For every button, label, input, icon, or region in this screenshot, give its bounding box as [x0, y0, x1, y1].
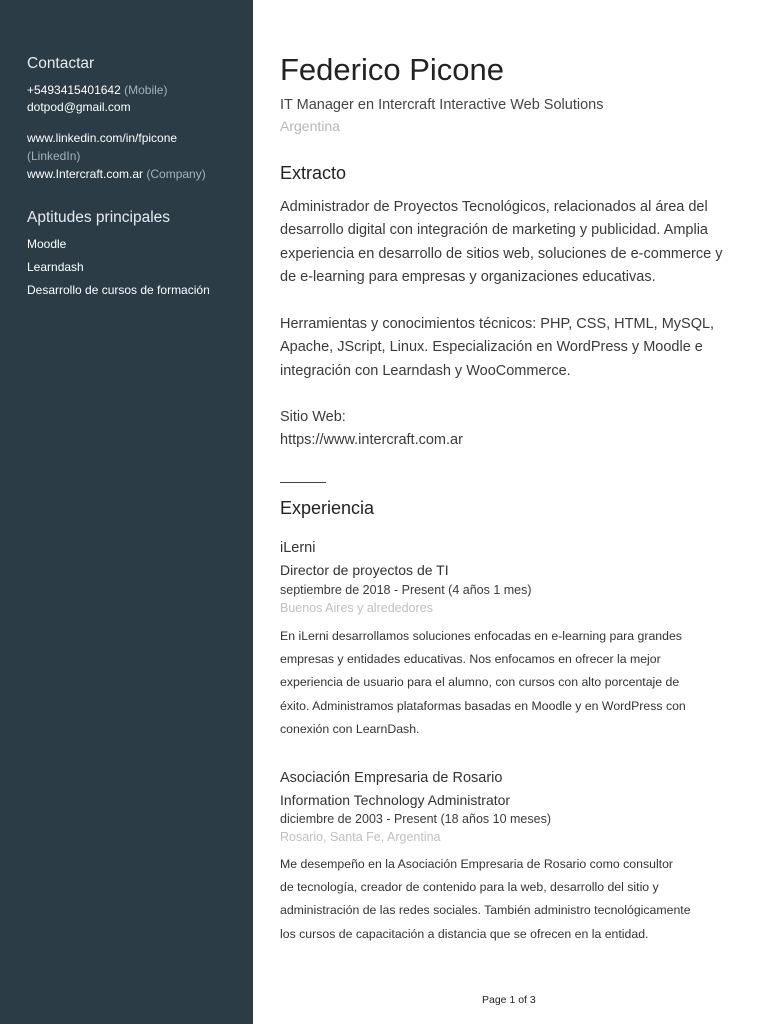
phone-number: +5493415401642	[27, 83, 121, 97]
text-line: empresas y entidades educativas. Nos enfocamos en ofrecer la mejor	[280, 652, 661, 667]
text-line: éxito. Administramos plataformas basadas en Moodle y en WordPress con	[280, 698, 686, 713]
job-description	[280, 625, 686, 741]
profile-name: Federico Picone	[280, 52, 505, 87]
job-dates: septiembre de 2018 - Present (4 años 1 mes)	[280, 583, 532, 597]
phone	[27, 83, 167, 97]
text-line: Herramientas y conocimientos técnicos: PHP, CSS, HTML, MySQL,	[280, 316, 715, 332]
job-company: Asociación Empresaria de Rosario	[280, 770, 503, 786]
text-line: experiencia de usuario para el alumno, con cursos con alto porcentaje de	[280, 675, 680, 690]
skill-item: Moodle	[27, 237, 67, 251]
contact-heading: Contactar	[27, 55, 95, 72]
company-label: (Company)	[146, 167, 206, 181]
phone-type: (Mobile)	[124, 83, 168, 97]
text-line: conexión con LearnDash.	[280, 721, 420, 736]
summary-website	[280, 406, 463, 453]
sidebar	[0, 0, 253, 1024]
text-line: de e-learning para empresas y organizaciones educativas.	[280, 268, 656, 285]
text-line: En iLerni desarrollamos soluciones enfocadas en e-learning para grandes	[280, 629, 682, 643]
job-dates: diciembre de 2003 - Present (18 años 10 meses)	[280, 812, 551, 826]
text-line: los cursos de capacitación a distancia que se ofrecen en la entidad.	[280, 926, 649, 941]
job-description	[280, 853, 691, 946]
text-line: Me desempeño en la Asociación Empresaria de Rosario como consultor	[280, 857, 674, 871]
skill-item: Desarrollo de cursos de formación	[27, 283, 210, 297]
text-line: Apache, JScript, Linux. Especialización en WordPress y Moodle e	[280, 339, 703, 356]
linkedin-label: (LinkedIn)	[27, 149, 81, 163]
company-link[interactable]: www.Intercraft.com.ar	[27, 167, 144, 181]
text-line: desarrollo digital con integración de marketing y publicidad. Amplia	[280, 222, 708, 239]
text-line: Sitio Web:	[280, 409, 346, 425]
profile-location: Argentina	[280, 118, 340, 134]
main-content	[253, 0, 768, 1024]
text-line: integración con Learndash y WooCommerce.	[280, 362, 571, 379]
email-link[interactable]: dotpod@gmail.com	[27, 100, 131, 114]
website-link[interactable]: https://www.intercraft.com.ar	[280, 432, 463, 449]
summary-heading: Extracto	[280, 163, 347, 183]
job-location: Buenos Aires y alrededores	[280, 601, 433, 615]
company-site	[27, 167, 206, 181]
skill-item: Learndash	[27, 260, 84, 274]
experience-heading: Experiencia	[280, 498, 375, 518]
text-line: Administrador de Proyectos Tecnológicos, relacionados al área del	[280, 199, 708, 215]
job-location: Rosario, Santa Fe, Argentina	[280, 830, 441, 844]
summary-paragraph-2	[280, 313, 714, 383]
job-title: Information Technology Administrator	[280, 792, 511, 808]
text-line: administración de las redes sociales. También administro tecnológicamente	[280, 903, 691, 918]
text-line: de tecnología, creador de contenido para la web, desarrollo del sitio y	[280, 880, 659, 895]
profile-headline: IT Manager en Intercraft Interactive Web Solutions	[280, 97, 604, 113]
text-line: experiencia en desarrollo de sitios web, soluciones de e-commerce y	[280, 245, 723, 262]
job-title: Director de proyectos de TI	[280, 562, 449, 578]
job-company: iLerni	[280, 540, 316, 556]
skills-heading: Aptitudes principales	[27, 209, 171, 226]
linkedin-link[interactable]: www.linkedin.com/in/fpicone	[27, 131, 178, 145]
summary-paragraph-1	[280, 196, 722, 289]
page-number: Page 1 of 3	[482, 994, 536, 1006]
section-divider	[280, 482, 326, 483]
